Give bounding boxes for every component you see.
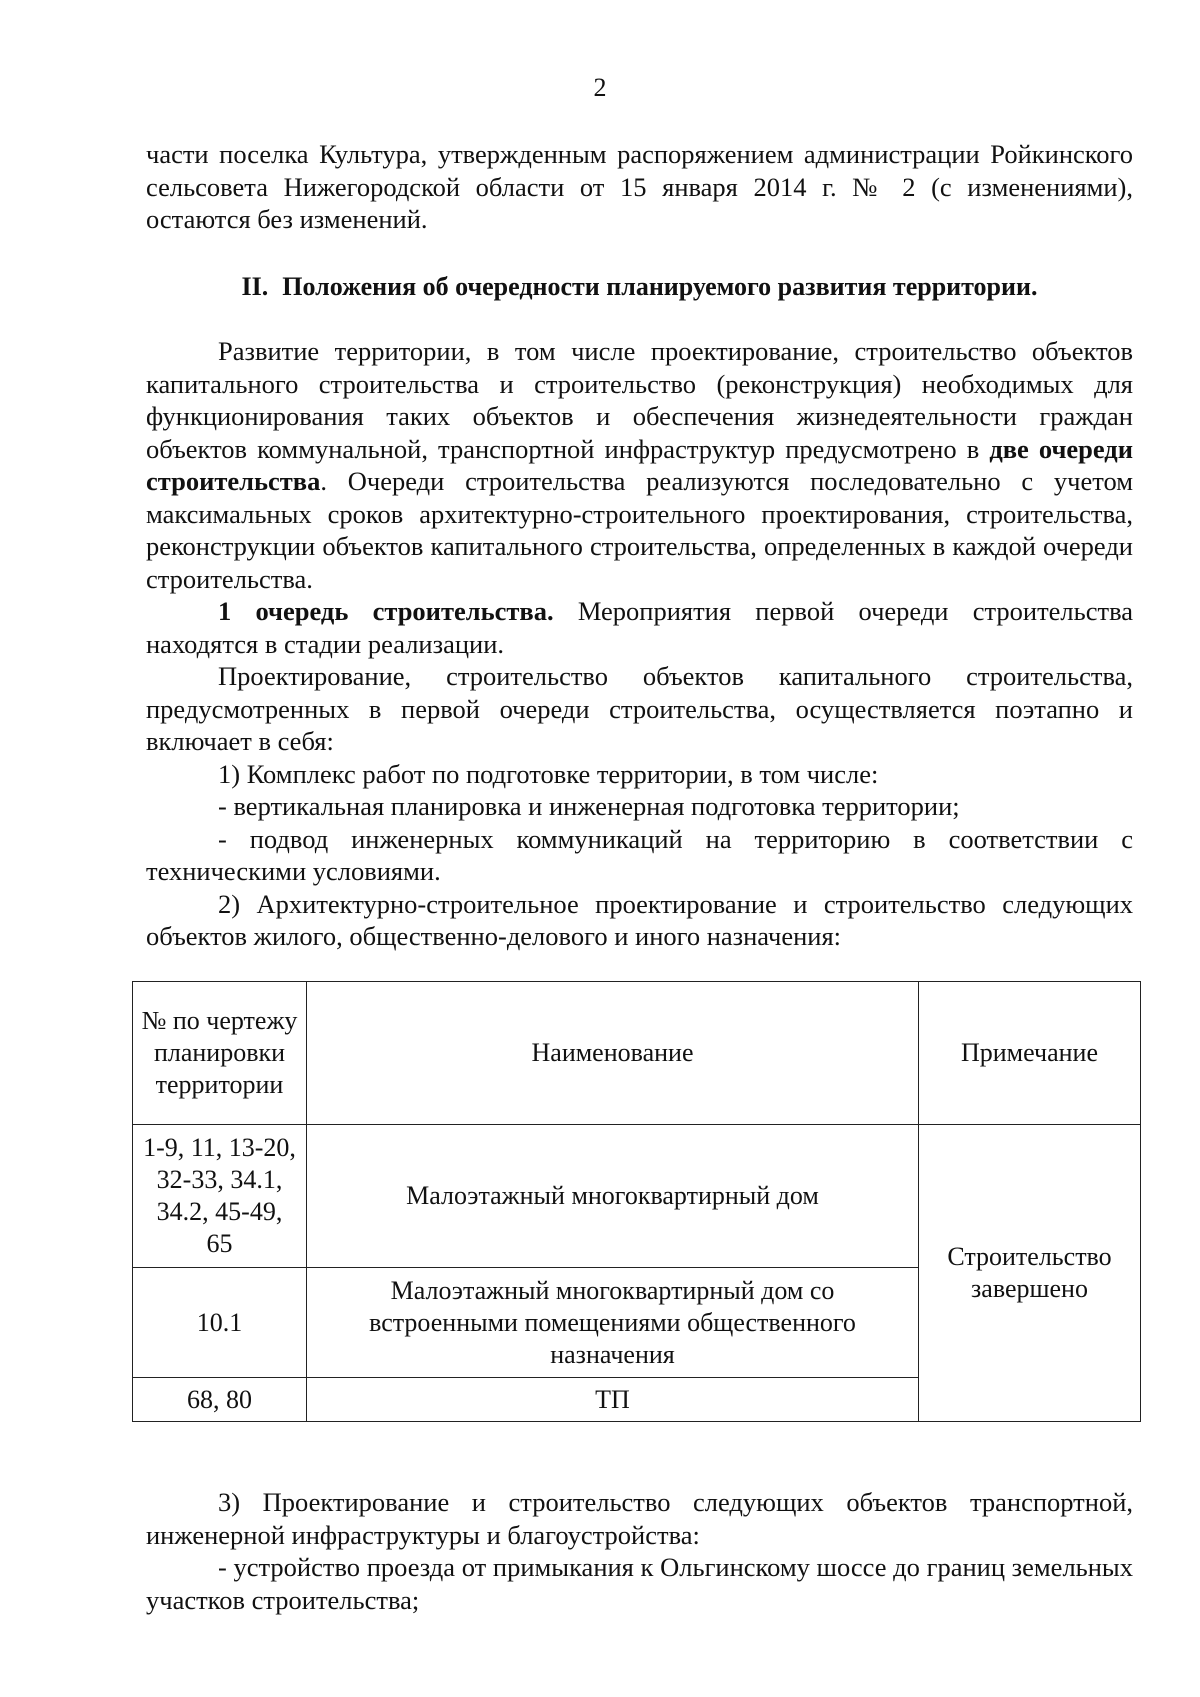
list-item-vertical-planning: - вертикальная планировка и инженерная подготовка территории; [218, 791, 960, 821]
table-cell-note-merged: Строительство завершено [919, 1125, 1141, 1422]
table-cell-number: 68, 80 [133, 1378, 307, 1422]
table-cell-name: ТП [307, 1378, 919, 1422]
intro-paragraph: части поселка Культура, утвержденным распоряжением администрации Ройкинского сельсовета Нижегородской области от 15 января 2014 г. № 2 (с изменениями), остаются без изменений. [146, 139, 1133, 234]
table-header-number: № по чертежу планировки территории [133, 982, 307, 1125]
paragraph-territory-development-bold: две очереди строительства [146, 433, 1133, 496]
first-stage-label: 1 очередь строительства. [218, 596, 554, 626]
list-item-architectural-design: 2) Архитектурно-строительное проектирование и строительство следующих объектов жилого, общественно-делового и иного назначения: [146, 888, 1133, 951]
list-item-driveway: - устройство проезда от примыкания к Ольгинскому шоссе до границ земельных участков строительства; [146, 1552, 1133, 1615]
section-heading [146, 272, 1133, 302]
table-cell-name: Малоэтажный многоквартирный дом со встроенными помещениями общественного назначения [307, 1268, 919, 1378]
intro-block [146, 138, 1133, 236]
first-stage-text: Мероприятия первой очереди строительства находятся в стадии реализации. [146, 596, 1134, 659]
table-cell-name: Малоэтажный многоквартирный дом [307, 1125, 919, 1268]
page-number: 2 [593, 73, 607, 102]
list-item-site-preparation: 1) Комплекс работ по подготовке территории, в том числе: [218, 758, 879, 789]
table-cell-number: 10.1 [133, 1268, 307, 1378]
paragraph-first-stage [146, 595, 1133, 660]
paragraph-infrastructure: 3) Проектирование и строительство следующих объектов транспортной, инженерной инфраструктуры и благоустройства: [146, 1487, 1133, 1550]
body-block [146, 335, 1133, 953]
table-header-name: Наименование [307, 982, 919, 1125]
table-row [133, 1125, 1141, 1268]
paragraph-territory-development [146, 335, 1133, 595]
paragraph-territory-development-start: Развитие территории, в том числе проектирование, строительство объектов капитального строительства и строительство (реконструкция) необходимых для функционирования таких объектов и обеспечения жизнедеятельности граждан объектов коммунальной, транспортной инфраструктур предусмотрено в [146, 336, 1133, 464]
paragraph-territory-development-end: . Очереди строительства реализуются последовательно с учетом максимальных сроков архитектурно-строительного проектирования, строительства, реконструкции объектов капитального строительства, определенных в каждой очереди строительства. [146, 466, 1133, 594]
table-header-note: Примечание [919, 982, 1141, 1125]
table-cell-number: 1-9, 11, 13-20, 32-33, 34.1, 34.2, 45-49, 65 [133, 1125, 307, 1268]
list-item-utilities: - подвод инженерных коммуникаций на территорию в соответствии с техническими условиями. [146, 823, 1133, 886]
table-header-row [133, 982, 1141, 1125]
after-table-block [146, 1486, 1133, 1616]
objects-table [132, 981, 1141, 1422]
section-number: II. [241, 272, 269, 301]
paragraph-design-construction: Проектирование, строительство объектов капитального строительства, предусмотренных в первой очереди строительства, осуществляется поэтапно и включает в себя: [146, 661, 1133, 756]
objects-table-wrapper [132, 981, 1140, 1422]
section-title: Положения об очередности планируемого развития территории. [282, 272, 1038, 301]
